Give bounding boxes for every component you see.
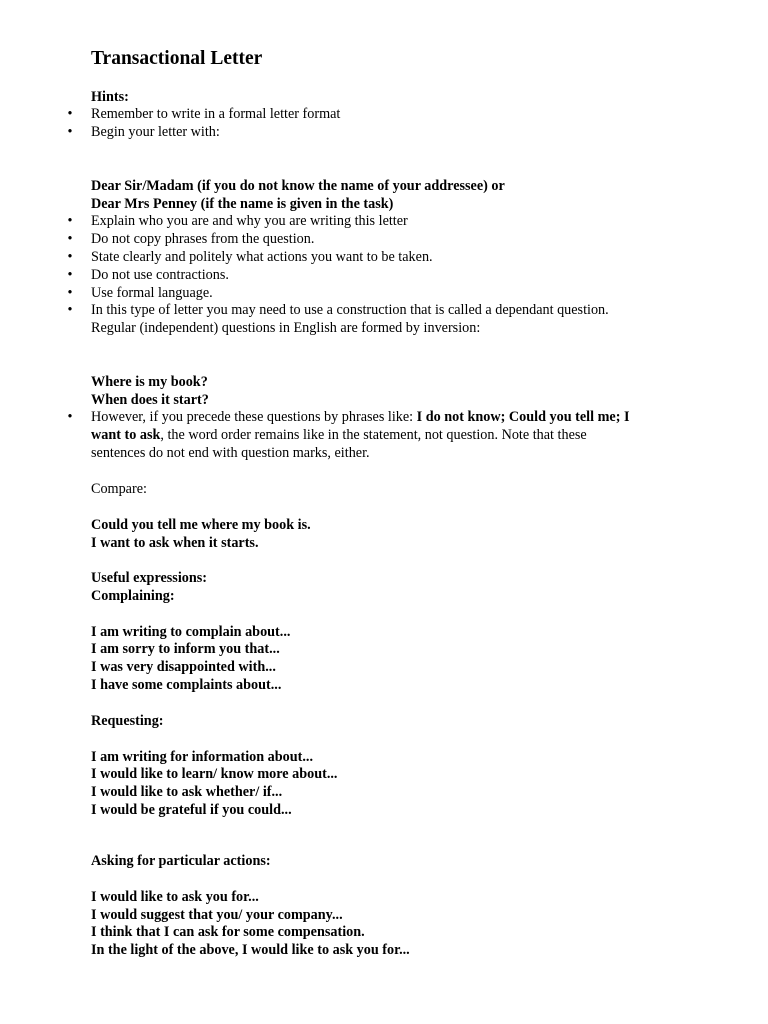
requesting-phrase: I would like to ask whether/ if...: [91, 784, 283, 800]
bullet-icon: •: [67, 124, 73, 140]
however-continuation: want to ask, the word order remains like in the statement, not question. Note that these: [91, 427, 587, 443]
hint-item: • Begin your letter with:: [91, 124, 220, 142]
greeting-line: Dear Mrs Penney (if the name is given in the task): [91, 196, 394, 212]
requesting-heading: Requesting:: [91, 713, 164, 729]
tip-item: • Explain who you are and why you are writing this letter: [91, 213, 408, 231]
complaining-phrase: I was very disappointed with...: [91, 659, 276, 675]
tip-continuation: Regular (independent) questions in English are formed by inversion:: [91, 320, 481, 336]
however-item: • However, if you precede these questions by phrases like: I do not know; Could you tell me; I: [91, 409, 630, 427]
page-title: Transactional Letter: [91, 48, 263, 69]
action-phrase: I would suggest that you/ your company...: [91, 907, 343, 923]
hints-heading: Hints:: [91, 89, 129, 105]
actions-heading: Asking for particular actions:: [91, 853, 271, 869]
complaining-phrase: I am writing to complain about...: [91, 624, 291, 640]
action-phrase: In the light of the above, I would like to ask you for...: [91, 942, 410, 958]
useful-heading: Useful expressions:: [91, 570, 208, 586]
action-phrase: I would like to ask you for...: [91, 889, 259, 905]
however-continuation: sentences do not end with question marks, either.: [91, 445, 370, 461]
direct-question: When does it start?: [91, 392, 209, 408]
requesting-phrase: I would like to learn/ know more about...: [91, 766, 338, 782]
tip-item: • Do not copy phrases from the question.: [91, 231, 314, 249]
action-phrase: I think that I can ask for some compensation.: [91, 924, 365, 940]
bullet-icon: •: [67, 285, 73, 301]
indirect-question: I want to ask when it starts.: [91, 535, 259, 551]
greeting-line: Dear Sir/Madam (if you do not know the name of your addressee) or: [91, 178, 505, 194]
bullet-icon: •: [67, 213, 73, 229]
tip-item: • Use formal language.: [91, 285, 213, 303]
bullet-icon: •: [67, 249, 73, 265]
bullet-icon: •: [67, 302, 73, 318]
complaining-heading: Complaining:: [91, 588, 175, 604]
tip-item: • In this type of letter you may need to use a construction that is called a dependant question.: [91, 302, 609, 320]
tip-item: • Do not use contractions.: [91, 267, 229, 285]
complaining-phrase: I have some complaints about...: [91, 677, 282, 693]
bullet-icon: •: [67, 409, 73, 425]
hint-item: • Remember to write in a formal letter format: [91, 106, 340, 124]
bullet-icon: •: [67, 231, 73, 247]
direct-question: Where is my book?: [91, 374, 208, 390]
complaining-phrase: I am sorry to inform you that...: [91, 641, 280, 657]
requesting-phrase: I would be grateful if you could...: [91, 802, 292, 818]
tip-item: • State clearly and politely what actions you want to be taken.: [91, 249, 433, 267]
compare-label: Compare:: [91, 481, 147, 497]
requesting-phrase: I am writing for information about...: [91, 749, 314, 765]
bullet-icon: •: [67, 267, 73, 283]
bullet-icon: •: [67, 106, 73, 122]
indirect-question: Could you tell me where my book is.: [91, 517, 311, 533]
